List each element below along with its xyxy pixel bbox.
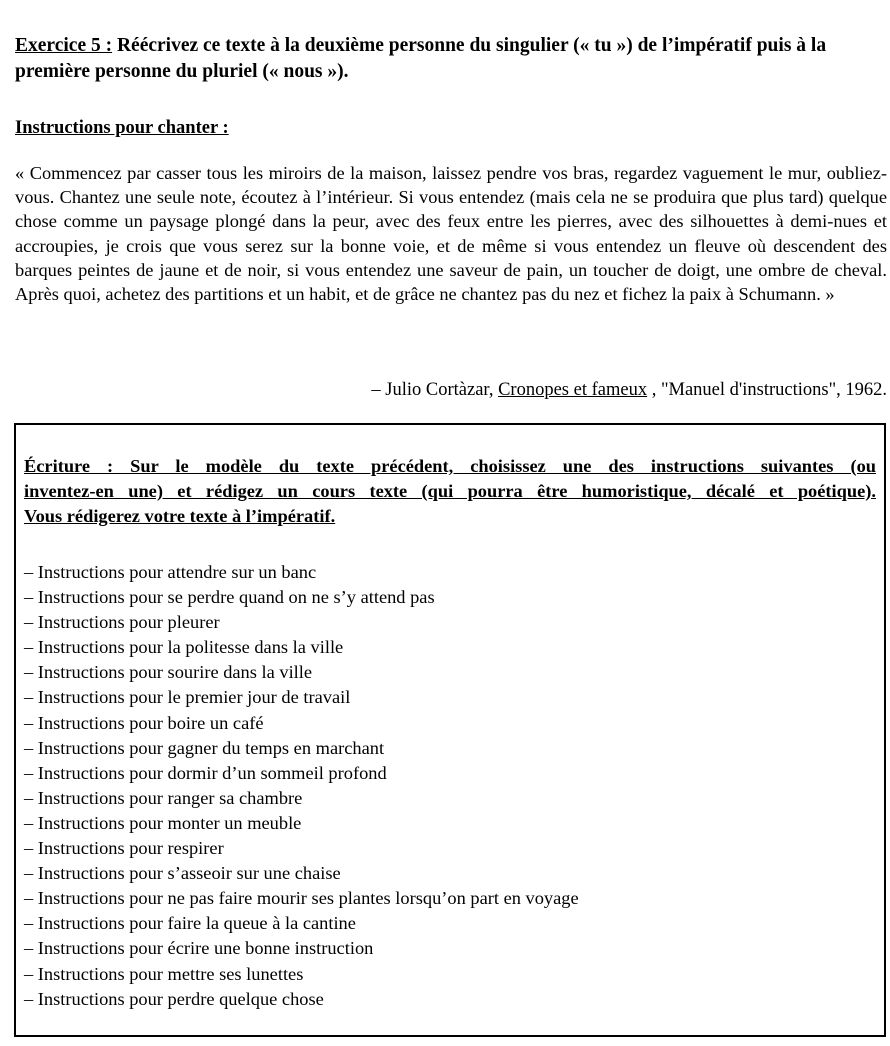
writing-task-heading-line: Vous rédigerez votre texte à l’impératif. (24, 506, 336, 526)
list-item: – Instructions pour attendre sur un banc (24, 562, 317, 582)
list-item: – Instructions pour respirer (24, 838, 224, 859)
list-item: – Instructions pour dormir d’un sommeil profond (24, 762, 387, 783)
instructions-list (24, 560, 579, 1012)
list-item: – Instructions pour gagner du temps en marchant (24, 737, 385, 758)
list-item: – Instructions pour la politesse dans la ville (24, 637, 344, 658)
list-item: – Instructions pour sourire dans la ville (24, 662, 313, 683)
list-item: – Instructions pour boire un café (24, 712, 264, 733)
list-item: – Instructions pour faire la queue à la cantine (24, 913, 356, 934)
list-item: – Instructions pour perdre quelque chose (24, 988, 324, 1009)
list-item: – Instructions pour mettre ses lunettes (24, 963, 304, 984)
list-item: – Instructions pour écrire une bonne instruction (24, 938, 374, 959)
list-item: – Instructions pour s’asseoir sur une chaise (24, 863, 341, 884)
list-item: – Instructions pour ranger sa chambre (24, 787, 303, 808)
quoted-text: « Commencez par casser tous les miroirs de la maison, laissez pendre vos bras, regardez vaguement le mur, oubliez-vous. Chantez une seule note, écoutez à l’intérieur. Si vous entendez (mais cela ne se produira que plus tard) quelque chose comme un paysage plongé dans la peur, avec des feux entre les pierres, avec des silhouettes à demi-nues et accroupies, je crois que vous serez sur la bonne voie, et de même si vous entendez un fleuve où descendent des barques peintes de jaune et de noir, si vous entendez une saveur de pain, un toucher de doigt, une ombre de cheval. Après quoi, achetez des partitions et un habit, et de grâce ne chantez pas du nez et fichez la paix à Schumann. » (15, 163, 887, 305)
citation-book-title: Cronopes et fameux (498, 380, 648, 400)
writing-task-box (14, 423, 886, 1037)
list-item: – Instructions pour monter un meuble (24, 812, 302, 833)
exercise-heading (15, 33, 875, 85)
exercise-instruction: Réécrivez ce texte à la deuxième personne du singulier (« tu ») de l’impératif puis à la première personne du pluriel (« nous »). (15, 35, 827, 82)
writing-task-heading-line: Écriture : Sur le modèle du texte précédent, choisissez une des instructions suivantes (ou (24, 456, 876, 476)
citation (371, 378, 887, 402)
list-item: – Instructions pour le premier jour de travail (24, 687, 351, 708)
writing-task-heading (24, 454, 876, 529)
writing-task-heading-line: inventez-en une) et rédigez un cours texte (qui pourra être humoristique, décalé et poétique). (24, 481, 876, 501)
citation-details: , "Manuel d'instructions", 1962. (647, 380, 887, 400)
list-item: – Instructions pour se perdre quand on ne s’y attend pas (24, 587, 435, 608)
list-item: – Instructions pour ne pas faire mourir ses plantes lorsqu’on part en voyage (24, 888, 579, 909)
citation-author: – Julio Cortàzar, (371, 380, 499, 400)
list-item: – Instructions pour pleurer (24, 612, 220, 633)
exercise-label: Exercice 5 : (15, 35, 113, 56)
section-title: Instructions pour chanter : (15, 118, 229, 138)
